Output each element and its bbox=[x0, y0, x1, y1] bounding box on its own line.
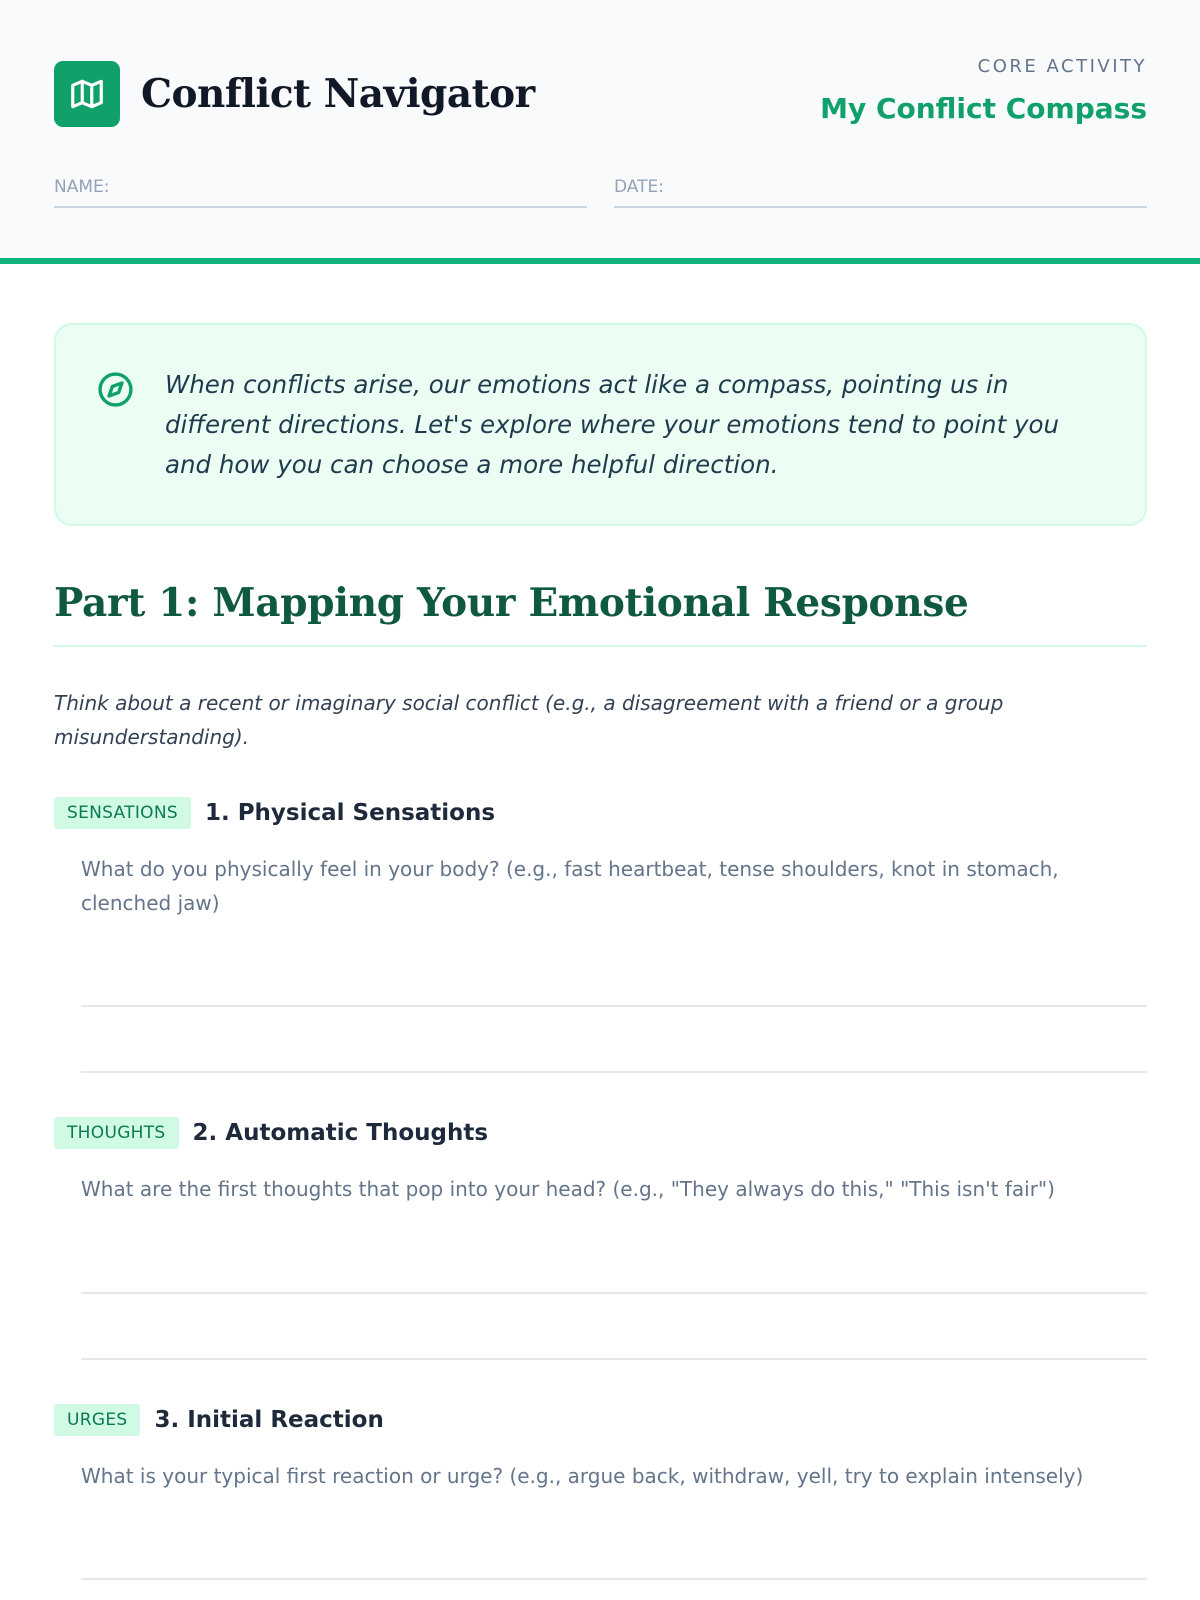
date-field[interactable] bbox=[614, 176, 1147, 208]
brand bbox=[54, 61, 535, 127]
brand-name: Conflict Navigator bbox=[141, 71, 535, 117]
question-2-header bbox=[54, 1117, 488, 1149]
question-1-prompt: What do you physically feel in your body? (e.g., fast heartbeat, tense shoulders, knot in stomach, clenched jaw) bbox=[81, 857, 1059, 915]
intro-callout bbox=[54, 323, 1147, 526]
activity-kicker: CORE ACTIVITY bbox=[977, 56, 1147, 77]
name-label: NAME: bbox=[54, 177, 110, 197]
activity-title: My Conflict Compass bbox=[820, 92, 1147, 125]
question-1-header bbox=[54, 797, 495, 829]
answer-line[interactable] bbox=[81, 1005, 1147, 1007]
answer-line[interactable] bbox=[81, 1292, 1147, 1294]
thoughts-badge: THOUGHTS bbox=[54, 1117, 179, 1149]
part-1-instruction: Think about a recent or imaginary social conflict (e.g., a disagreement with a friend or a group misunderstanding). bbox=[54, 691, 1004, 749]
part-divider bbox=[54, 645, 1147, 647]
compass-icon bbox=[97, 371, 134, 408]
answer-line[interactable] bbox=[81, 1071, 1147, 1073]
worksheet-header bbox=[0, 0, 1200, 264]
question-2-title: 2. Automatic Thoughts bbox=[192, 1120, 489, 1146]
name-field[interactable] bbox=[54, 176, 587, 208]
intro-text: When conflicts arise, our emotions act like a compass, pointing us in different directions. Let's explore where your emotions tend to point you and how you can choose a more helpful direction. bbox=[165, 370, 1059, 479]
map-icon bbox=[54, 61, 120, 127]
question-1-title: 1. Physical Sensations bbox=[204, 800, 496, 826]
urges-badge: URGES bbox=[54, 1404, 140, 1436]
answer-line[interactable] bbox=[81, 1358, 1147, 1360]
question-3-header bbox=[54, 1404, 384, 1436]
part-1-title: Part 1: Mapping Your Emotional Response bbox=[54, 580, 969, 626]
question-3-title: 3. Initial Reaction bbox=[154, 1407, 384, 1433]
sensations-badge: SENSATIONS bbox=[54, 797, 191, 829]
date-label: DATE: bbox=[614, 177, 664, 197]
answer-line[interactable] bbox=[81, 1578, 1147, 1580]
question-2-prompt: What are the first thoughts that pop into your head? (e.g., "They always do this," "This isn't fair") bbox=[81, 1177, 1055, 1201]
question-3-prompt: What is your typical first reaction or urge? (e.g., argue back, withdraw, yell, try to explain intensely) bbox=[81, 1464, 1084, 1488]
